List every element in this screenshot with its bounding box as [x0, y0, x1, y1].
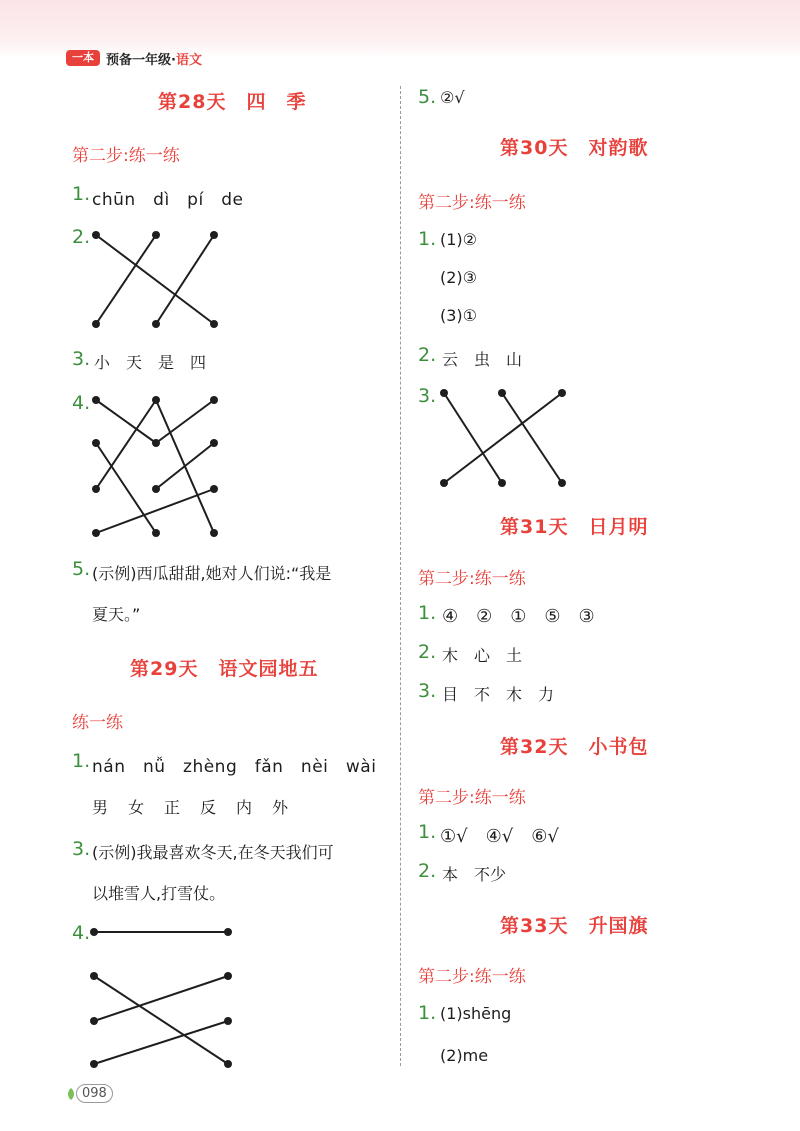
day33-q1-a: (1)shēng — [440, 1004, 512, 1023]
day28-title: 第28天 四 季 — [158, 91, 307, 113]
book-title: 预备一年级· — [106, 52, 176, 68]
day30-q3-matching-lines — [434, 383, 574, 495]
day30-title: 第30天 对韵歌 — [500, 137, 649, 159]
page-number: 098 — [76, 1084, 113, 1103]
day31-step: 第二步:练一练 — [418, 569, 526, 589]
day31-title: 第31天 日月明 — [500, 516, 649, 538]
day31-q2-answer: 木 心 土 — [442, 646, 523, 665]
day32-q1-answer: ①√ ④√ ⑥√ — [440, 826, 559, 847]
day30-q1-num: 1. — [418, 228, 437, 250]
day29-q1-num: 1. — [72, 750, 91, 772]
book-logo: 一本 — [66, 50, 100, 66]
day28-q3-answer: 小 天 是 四 — [94, 353, 207, 372]
day28-q3-num: 3. — [72, 348, 91, 370]
day29-q1-hanzi: 男 女 正 反 内 外 — [92, 798, 291, 817]
day32-q1-num: 1. — [418, 821, 437, 843]
day29-q3-num: 3. — [72, 838, 91, 860]
day29-q3-line1: (示例)我最喜欢冬天,在冬天我们可 — [92, 843, 334, 862]
day33-q1-b: (2)me — [440, 1046, 489, 1065]
day28-q4-matching-lines — [86, 390, 226, 545]
page-header — [66, 48, 202, 68]
day32-step: 第二步:练一练 — [418, 788, 526, 808]
right-q5-num: 5. — [418, 86, 437, 108]
day28-q1-answer: chūn dì pí de — [92, 190, 244, 210]
day32-q2-num: 2. — [418, 860, 437, 882]
day28-q2-matching-lines — [86, 225, 226, 335]
day31-q2-num: 2. — [418, 641, 437, 663]
day29-q4-matching-lines — [84, 922, 236, 1072]
day31-q3-num: 3. — [418, 680, 437, 702]
right-q5-answer: ②√ — [440, 88, 465, 107]
day30-q1-a: (1)② — [440, 230, 478, 249]
leaf-icon — [66, 1087, 76, 1101]
day31-q1-answer: ④ ② ① ⑤ ③ — [442, 606, 595, 627]
day29-q1-pinyin: nán nǚ zhèng fǎn nèi wài — [92, 757, 377, 777]
day29-q3-line2: 以堆雪人,打雪仗。 — [92, 884, 226, 903]
day32-title: 第32天 小书包 — [500, 736, 649, 758]
day31-q1-num: 1. — [418, 602, 437, 624]
book-subject: 语文 — [175, 52, 202, 68]
day33-step: 第二步:练一练 — [418, 967, 526, 987]
day28-q4-num: 4. — [72, 392, 91, 414]
day28-step: 第二步:练一练 — [72, 146, 180, 166]
day31-q3-answer: 目 不 木 力 — [442, 685, 555, 704]
column-divider — [400, 86, 401, 1066]
day30-q2-num: 2. — [418, 344, 437, 366]
day30-step: 第二步:练一练 — [418, 193, 526, 213]
day33-q1-num: 1. — [418, 1002, 437, 1024]
day30-q3-num: 3. — [418, 385, 437, 407]
day28-q5-line2: 夏天。” — [92, 605, 141, 624]
day29-q4-num: 4. — [72, 922, 91, 944]
day28-q5-line1: (示例)西瓜甜甜,她对人们说:“我是 — [92, 564, 332, 583]
day28-q2-num: 2. — [72, 226, 91, 248]
day28-q1-num: 1. — [72, 183, 91, 205]
day30-q1-c: (3)① — [440, 306, 478, 325]
day33-title: 第33天 升国旗 — [500, 915, 649, 937]
day30-q1-b: (2)③ — [440, 268, 478, 287]
day30-q2-answer: 云 虫 山 — [442, 350, 523, 369]
day29-step: 练一练 — [72, 713, 123, 733]
day29-title: 第29天 语文园地五 — [130, 658, 319, 680]
day28-q5-num: 5. — [72, 558, 91, 580]
day32-q2-answer: 本 不少 — [442, 865, 507, 884]
